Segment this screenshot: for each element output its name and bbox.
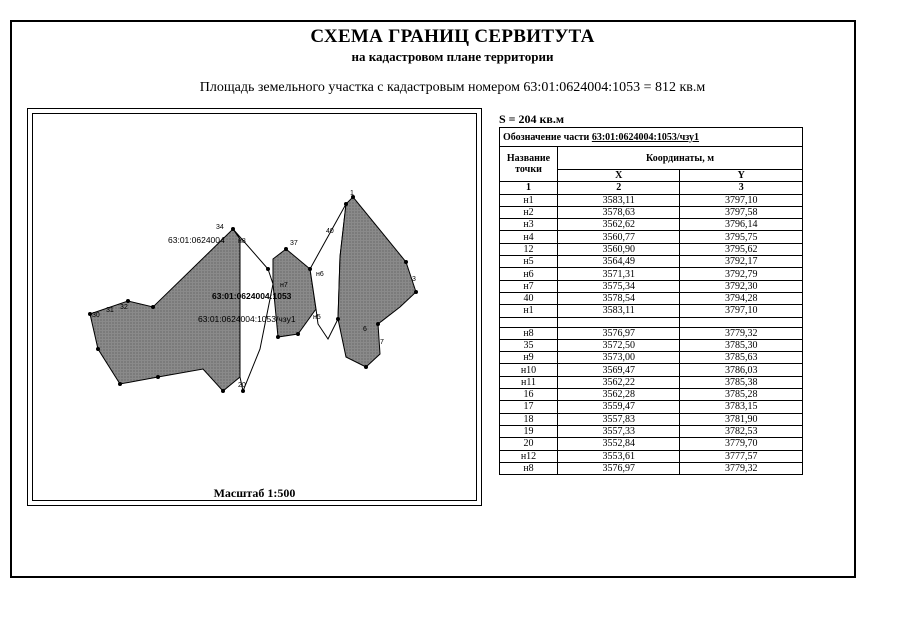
y-cell: 3785,28	[680, 389, 803, 401]
table-row	[500, 339, 803, 351]
point-name-cell: н11	[500, 376, 558, 388]
point-name-cell: 35	[500, 339, 558, 351]
y-cell: 3796,14	[680, 219, 803, 231]
col-y: Y	[680, 170, 803, 182]
x-cell: 3578,63	[558, 206, 680, 218]
point-name-cell: н1	[500, 305, 558, 317]
parcel-label-a: 63:01:0624004	[168, 235, 225, 245]
col-x: X	[558, 170, 680, 182]
y-cell: 3785,63	[680, 352, 803, 364]
part-label: Обозначение части	[503, 131, 590, 143]
y-cell: 3785,30	[680, 339, 803, 351]
y-cell: 3795,62	[680, 243, 803, 255]
part-designation-cell	[500, 128, 803, 147]
x-cell: 3573,00	[558, 352, 680, 364]
x-cell: 3560,77	[558, 231, 680, 243]
x-cell: 3572,50	[558, 339, 680, 351]
y-cell: 3792,30	[680, 280, 803, 292]
x-cell: 3576,97	[558, 462, 680, 474]
point-name-cell: н8	[500, 462, 558, 474]
table-row	[500, 425, 803, 437]
x-cell: 3552,84	[558, 438, 680, 450]
point-label-n7: н7	[280, 282, 288, 289]
y-cell: 3782,53	[680, 425, 803, 437]
y-cell: 3797,58	[680, 206, 803, 218]
point-name-cell: 16	[500, 389, 558, 401]
x-cell: 3560,90	[558, 243, 680, 255]
table-row	[500, 194, 803, 206]
point-name-cell: 20	[500, 438, 558, 450]
y-cell: 3785,38	[680, 376, 803, 388]
y-cell: 3779,32	[680, 327, 803, 339]
point-name-cell: 18	[500, 413, 558, 425]
coordinates-table	[499, 127, 803, 475]
point-label-7: 7	[380, 339, 384, 346]
table-row	[500, 206, 803, 218]
x-cell: 3583,11	[558, 305, 680, 317]
x-cell: 3583,11	[558, 194, 680, 206]
point-name-cell: н10	[500, 364, 558, 376]
point-name-cell: 40	[500, 292, 558, 304]
parcel-area-line: Площадь земельного участка с кадастровым номером 63:01:0624004:1053 = 812 кв.м	[199, 80, 706, 95]
table-row	[500, 256, 803, 268]
part-number: 63:01:0624004:1053/чзу1	[591, 131, 700, 143]
header-row-3	[500, 182, 803, 194]
x-cell: 3557,83	[558, 413, 680, 425]
empty-cell	[500, 317, 558, 327]
table-row	[500, 243, 803, 255]
table-row	[500, 280, 803, 292]
table-row	[500, 219, 803, 231]
point-label-20: 20	[238, 382, 246, 389]
empty-cell	[558, 317, 680, 327]
point-name-cell: н5	[500, 256, 558, 268]
x-cell: 3553,61	[558, 450, 680, 462]
document-title: СХЕМА ГРАНИЦ СЕРВИТУТА	[310, 26, 595, 47]
point-name-cell: 17	[500, 401, 558, 413]
point-label-30: 30	[92, 312, 100, 319]
x-cell: 3564,49	[558, 256, 680, 268]
x-cell: 3559,47	[558, 401, 680, 413]
y-cell: 3777,57	[680, 450, 803, 462]
point-label-3: 3	[412, 276, 416, 283]
document-subtitle: на кадастровом плане территории	[351, 49, 554, 64]
table-row	[500, 327, 803, 339]
table-row	[500, 389, 803, 401]
servitude-area: S = 204 кв.м	[499, 112, 565, 126]
point-label-1: 1	[350, 190, 354, 197]
table-row	[500, 268, 803, 280]
point-name-cell: 19	[500, 425, 558, 437]
y-cell: 3781,90	[680, 413, 803, 425]
separator-row	[500, 317, 803, 327]
table-row	[500, 352, 803, 364]
table-row	[500, 305, 803, 317]
point-name-cell: н1	[500, 194, 558, 206]
x-cell: 3569,47	[558, 364, 680, 376]
point-label-34: 34	[216, 224, 224, 231]
point-name-cell: н6	[500, 268, 558, 280]
y-cell: 3779,70	[680, 438, 803, 450]
empty-cell	[680, 317, 803, 327]
col-point-name: Название точки	[500, 147, 558, 182]
point-name-cell: н9	[500, 352, 558, 364]
x-cell: 3557,33	[558, 425, 680, 437]
table-row	[500, 231, 803, 243]
map-panel	[27, 108, 482, 506]
cadastral-map	[28, 109, 483, 507]
point-name-cell: н8	[500, 327, 558, 339]
point-label-32: 32	[120, 304, 128, 311]
table-row	[500, 462, 803, 474]
point-label-31: 31	[106, 307, 114, 314]
point-name-cell: 12	[500, 243, 558, 255]
col-num-2: 2	[558, 182, 680, 194]
point-name-cell: н4	[500, 231, 558, 243]
y-cell: 3786,03	[680, 364, 803, 376]
x-cell: 3578,54	[558, 292, 680, 304]
point-label-n5: н5	[313, 314, 321, 321]
point-label-n8: н8	[238, 238, 246, 245]
point-label-6: 6	[363, 326, 367, 333]
y-cell: 3797,10	[680, 194, 803, 206]
x-cell: 3562,22	[558, 376, 680, 388]
y-cell: 3797,10	[680, 305, 803, 317]
y-cell: 3779,32	[680, 462, 803, 474]
y-cell: 3795,75	[680, 231, 803, 243]
x-cell: 3575,34	[558, 280, 680, 292]
table-row	[500, 450, 803, 462]
x-cell: 3562,62	[558, 219, 680, 231]
y-cell: 3792,17	[680, 256, 803, 268]
y-cell: 3783,15	[680, 401, 803, 413]
point-name-cell: н12	[500, 450, 558, 462]
x-cell: 3562,28	[558, 389, 680, 401]
point-label-40: 40	[326, 228, 334, 235]
point-name-cell: н3	[500, 219, 558, 231]
y-cell: 3792,79	[680, 268, 803, 280]
parcel-label-b: 63:01:0624004:1053	[212, 291, 292, 301]
table-row	[500, 292, 803, 304]
map-scale: Масштаб 1:500	[213, 486, 296, 500]
point-label-n6: н6	[316, 271, 324, 278]
x-cell: 3571,31	[558, 268, 680, 280]
y-cell: 3794,28	[680, 292, 803, 304]
table-row	[500, 438, 803, 450]
x-cell: 3576,97	[558, 327, 680, 339]
parcel-right-shaded	[338, 197, 416, 367]
col-num-3: 3	[680, 182, 803, 194]
col-coords: Координаты, м	[558, 147, 803, 170]
point-name-cell: н7	[500, 280, 558, 292]
table-row	[500, 401, 803, 413]
table-row	[500, 364, 803, 376]
parcel-label-c: 63:01:0624004:1053/чзу1	[198, 314, 296, 324]
header-row-1	[500, 147, 803, 170]
point-name-cell: н2	[500, 206, 558, 218]
col-num-1: 1	[500, 182, 558, 194]
table-row	[500, 376, 803, 388]
point-label-37: 37	[290, 240, 298, 247]
part-designation-row	[500, 128, 803, 147]
table-row	[500, 413, 803, 425]
